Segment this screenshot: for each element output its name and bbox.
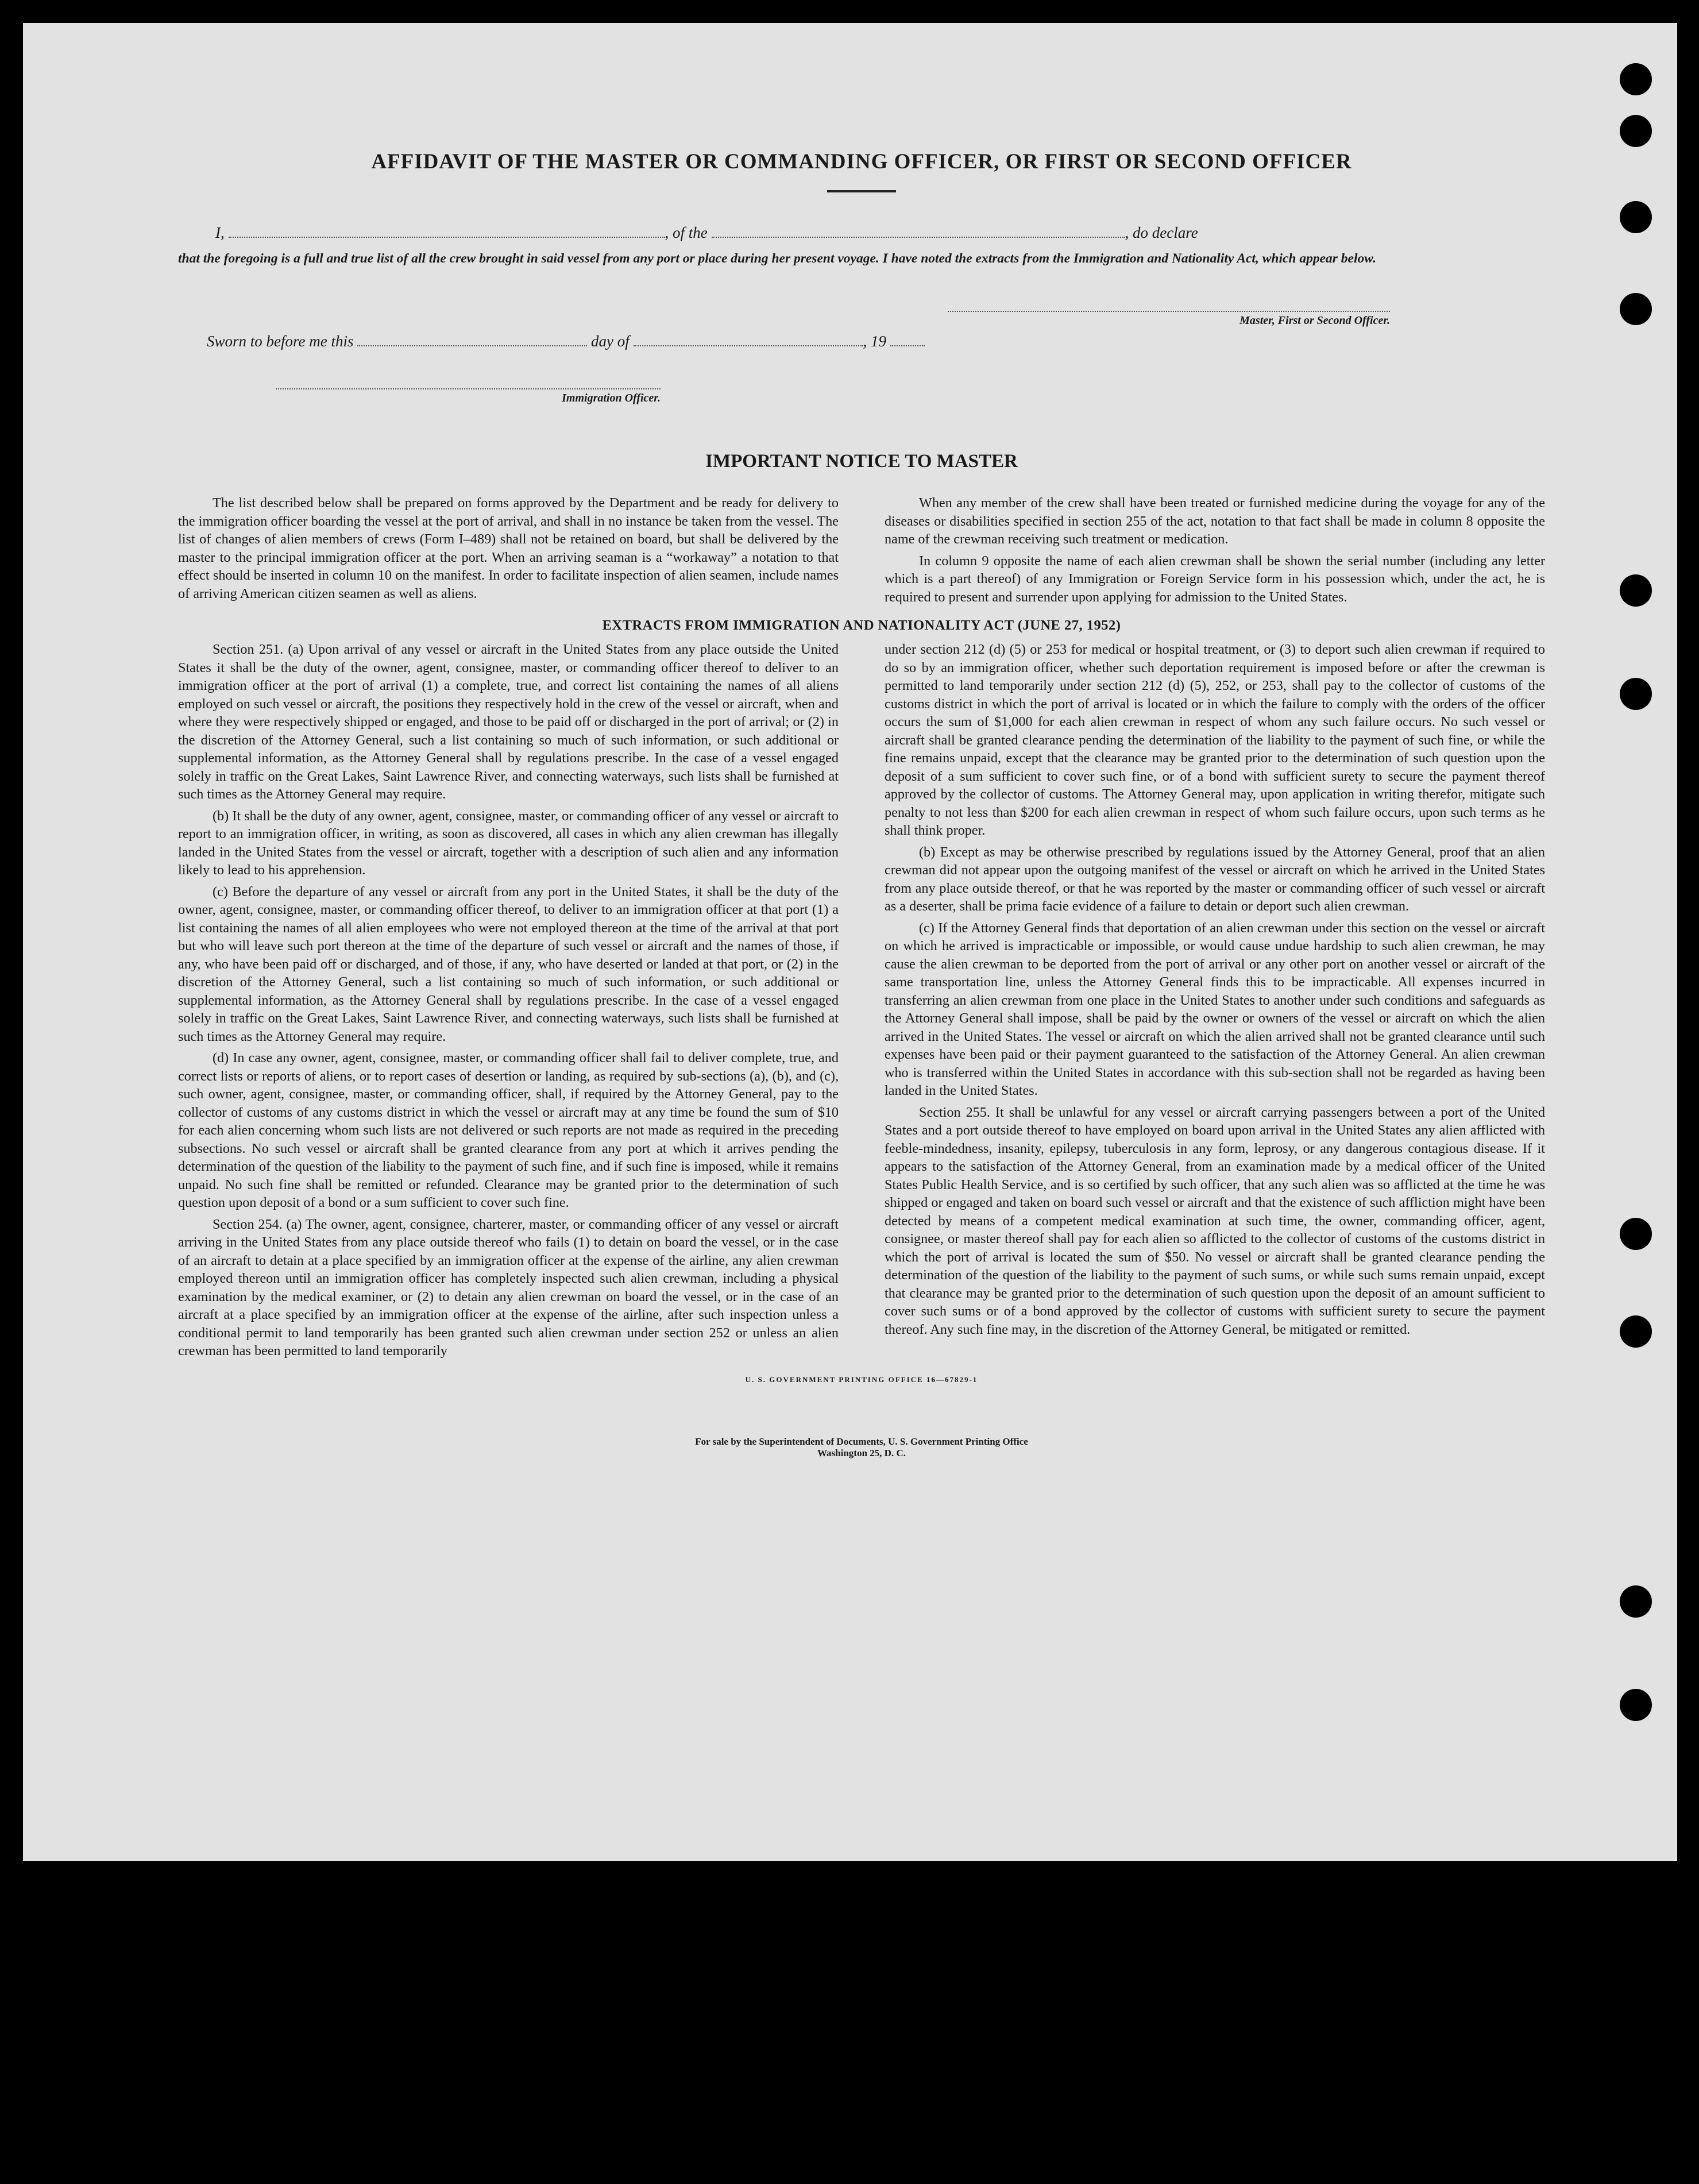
of-the-label: , of the [665,224,708,241]
extracts-columns [178,640,1545,1364]
notice-paragraph: The list described below shall be prepared on forms approved by the Department and be ready for delivery to the immigration officer boarding the vessel at the port of arrival, and shall in no instance be taken from the vessel. The list of changes of alien members of crews (Form I–489) shall not be retained on board, but shall be delivered by the master to the principal immigration officer at the port. When an arriving seaman is a “workaway” a notation to that effect should be inserted in column 10 on the manifest. In order to facilitate inspection of alien seamen, include names of arriving American citizen seamen as well as aliens. [178,495,839,601]
master-signature-label: Master, First or Second Officer. [1240,314,1390,327]
extract-paragraph: (b) Except as may be otherwise prescribed by regulations issued by the Attorney General, proof that an alien crewman did not appear upon the outgoing manifest of the vessel or aircraft on which he arrived in the United States from any place outside thereof, or that he was reported by the master or commanding officer of such vessel or aircraft as a deserter, shall be prima facie evidence of a failure to detain or deport such alien crewman. [885,844,1545,914]
i-label: I, [215,224,225,241]
vessel-field[interactable] [712,224,1125,238]
master-signature [948,298,1390,327]
day-of-label: day of [591,333,630,350]
notice-title: IMPORTANT NOTICE TO MASTER [705,451,1018,472]
punch-hole [1620,1315,1652,1348]
declaration-text: that the foregoing is a full and true list of all the crew brought in said vessel from any port or place during her present voyage. I have noted the extracts from the Immigration and Nationality Act, which appear below. [178,251,1376,266]
master-signature-field[interactable] [948,298,1390,312]
punch-hole [1620,201,1652,233]
form-content [178,115,1545,1459]
notice-paragraph: In column 9 opposite the name of each alien crewman shall be shown the serial number (including any letter which is a part thereof) of any Immigration or Foreign Service form in his possession which, under the act, he is required to present and surrender upon applying for admission to the United States. [885,553,1545,605]
punch-hole [1620,1218,1652,1250]
extracts-title: EXTRACTS FROM IMMIGRATION AND NATIONALITY ACT (JUNE 27, 1952) [602,618,1121,633]
punch-hole [1620,293,1652,325]
extracts-left-column [178,640,839,1364]
extract-paragraph: (c) If the Attorney General finds that deportation of an alien crewman under this section on the vessel or aircraft on which he arrived is impracticable or impossible, or would cause undue hardship to such alien crewman, he may cause the alien crewman to be deported from the port of arrival or any other port on another vessel or aircraft of the same transportation line, unless the Attorney General finds this to be impracticable. All expenses incurred in transferring an alien crewman from one place in the United States to another under such conditions and safeguards as the Attorney General shall impose, shall be paid by the owner or owners of the vessel or aircraft on which the alien arrived in the United States. The vessel or aircraft on which the alien arrived shall not be granted clearance until such expenses have been paid or their payment guaranteed to the satisfaction of the Attorney General. An alien crewman who is transferred within the United States in accordance with this sub-section shall not be regarded as having been landed in the United States. [885,920,1545,1098]
extract-paragraph: (c) Before the departure of any vessel or aircraft from any port in the United States, it shall be the duty of the owner, agent, consignee, master, or commanding officer thereof, to deliver to an immigration officer at that port (1) a list containing the names of all alien employees who were not employed thereon at the time of the arrival at that port but who will leave such port thereon at the time of the departure of such vessel or aircraft and the names of those, if any, who have been paid off or discharged, and of those, if any, who have deserted or landed at that port, or (2) in the discretion of the Attorney General, such a list containing so much of such information, or such additional or supplemental information, as the Attorney General shall by regulations prescribe. In the case of a vessel engaged solely in traffic on the Great Lakes, Saint Lawrence River, and connecting waterways, such lists shall be furnished at such times as the Attorney General may require. [178,883,839,1044]
extracts-right-column [885,640,1545,1364]
officer-signature-field[interactable] [276,376,661,389]
extract-paragraph: under section 212 (d) (5) or 253 for medical or hospital treatment, or (3) to deport such alien crewman if required to do so by an immigration officer, whether such deportation requirement is imposed before or after the crewman is permitted to land temporarily under section 212 (d) (5), 252, or 253, shall pay to the collector of customs of the customs district in which the port of arrival is located or in which the failure to comply with the orders of the officer occurs the sum of $1,000 for each alien crewman in respect of whom any such failure occurs. No such vessel or aircraft shall be granted clearance pending the determination of the liability to the payment of such fine, or while the fine remains unpaid, except that the clearance may be granted prior to the determination of such question upon the deposit of a sum sufficient to cover such fine, or of a bond with sufficient surety to secure the payment thereof approved by the collector of customs. The Attorney General may, upon application in writing therefor, mitigate such penalty to not less than $200 for each alien crewman in respect of whom such failure occurs, upon such terms as he shall think proper. [885,642,1545,838]
title-rule [827,190,896,192]
extract-paragraph: (b) It shall be the duty of any owner, agent, consignee, master, or commanding officer of any vessel or aircraft to report to an immigration officer, in writing, as soon as discovered, all cases in which any alien crewman has illegally landed in the United States from the vessel or aircraft, together with a description of such alien and any information likely to lead to his apprehension. [178,808,839,878]
officer-signature [276,376,661,405]
declaration-line [215,221,1545,244]
sale-line-2: Washington 25, D. C. [817,1447,906,1458]
officer-signature-label: Immigration Officer. [562,392,661,404]
punch-hole [1620,1585,1652,1618]
extract-paragraph: Section 254. (a) The owner, agent, consignee, charterer, master, or commanding officer of any vessel or aircraft arriving in the United States from any place outside thereof who fails (1) to detain on board the vessel, or in the case of an aircraft to detain at a place specified by an immigration officer at the expense of the airline, any alien crewman employed thereon until an immigration officer has completely inspected such alien crewman, including a physical examination by the medical examiner, or (2) to detain any alien crewman on board the vessel, or in the case of an aircraft at a place specified by an immigration officer at the expense of the airline, after such inspection unless a conditional permit to land temporarily has been granted such alien crewman under section 252 or unless an alien crewman has been permitted to land temporarily [178,1216,839,1359]
sworn-label: Sworn to before me this [207,333,354,350]
punch-hole [1620,115,1652,147]
sworn-month-field[interactable] [634,333,863,346]
sale-notice [178,1436,1545,1459]
punch-hole [1620,574,1652,607]
sworn-day-field[interactable] [357,333,587,346]
punch-hole [1620,678,1652,710]
punch-hole [1620,63,1652,95]
name-field[interactable] [229,224,665,238]
extract-paragraph: (d) In case any owner, agent, consignee, master, or commanding officer shall fail to deliver complete, true, and correct lists or reports of aliens, or to report cases of desertion or landing, as required by sub-sections (a), (b), and (c), such owner, agent, consignee, master, or commanding officer, shall, if required by the Attorney General, pay to the collector of customs of any customs district in which the vessel or aircraft may at any time be found the sum of $10 for each alien concerning whom such lists are not delivered or such reports are not made as required in the preceding subsections. No such vessel or aircraft shall be granted clearance from any port at which it arrives pending the determination of the question of the liability to the payment of such fine, and if such fine is imposed, while it remains unpaid. No such fine shall be remitted or refunded. Clearance may be granted prior to the determination of such question upon deposit of a bond or a sum sufficient to cover such fine. [178,1050,839,1210]
affidavit-title: AFFIDAVIT OF THE MASTER OR COMMANDING OFFICER, OR FIRST OR SECOND OFFICER [371,150,1352,173]
punch-hole [1620,1689,1652,1721]
printing-office-line: U. S. GOVERNMENT PRINTING OFFICE 16—67829-1 [745,1375,978,1384]
notice-paragraph: When any member of the crew shall have been treated or furnished medicine during the voyage for any of the diseases or disabilities specified in section 255 of the act, notation to that fact shall be made in column 8 opposite the name of the crewman receiving such treatment or medication. [885,495,1545,547]
extract-paragraph: Section 255. It shall be unlawful for any vessel or aircraft carrying passengers between a port of the United States and a port outside thereof to have employed on board upon arrival in the United States any alien afflicted with feeble-mindedness, insanity, epilepsy, tuberculosis in any form, leprosy, or any dangerous contagious disease. If it appears to the satisfaction of the Attorney General, from an examination made by a medical officer of the United States Public Health Service, and is so certified by such officer, that any such alien was so afflicted at the time he was shipped or engaged and taken on board such vessel or aircraft and that the existence of such affliction might have been detected by means of a competent medical examination at such time, the owner, commanding officer, agent, consignee, or master thereof shall pay for each alien so afflicted to the collector of customs of the customs district in which the port of arrival is located the sum of $50. No vessel or aircraft shall be granted clearance pending the determination of the question of the liability to the payment of such sums, or while such sums remain unpaid, except that clearance may be granted prior to the determination of such question upon the deposit of an amount sufficient to cover such sums or of a bond approved by the collector of customs with sufficient surety to secure the payment thereof. Any such fine may, in the discretion of the Attorney General, be mitigated or remitted. [885,1104,1545,1337]
notice-left-column [178,494,839,609]
notice-right-column [885,494,1545,609]
sworn-line [207,330,1545,353]
year-label: , 19 [863,333,886,350]
sale-line-1: For sale by the Superintendent of Documents, U. S. Government Printing Office [695,1436,1028,1447]
do-declare-label: , do declare [1125,224,1198,241]
form-sheet [23,23,1677,1861]
sworn-year-field[interactable] [890,333,925,346]
extract-paragraph: Section 251. (a) Upon arrival of any vessel or aircraft in the United States from any place outside the United States it shall be the duty of the owner, agent, consignee, master, or commanding officer thereof to deliver to an immigration officer at the port of arrival (1) a complete, true, and correct list containing the names of all aliens employed on such vessel or aircraft, the positions they respectively hold in the crew of the vessel or aircraft, when and where they were respectively shipped or engaged, and those to be paid off or discharged in the port of arrival; or (2) in the discretion of the Attorney General, such a list containing so much of such information, or such additional or supplemental information, as the Attorney General shall by regulations prescribe. In the case of a vessel engaged solely in traffic on the Great Lakes, Saint Lawrence River, and connecting waterways, such lists shall be furnished at such times as the Attorney General may require. [178,642,839,802]
binder-holes [1620,23,1660,1861]
notice-columns [178,494,1545,609]
